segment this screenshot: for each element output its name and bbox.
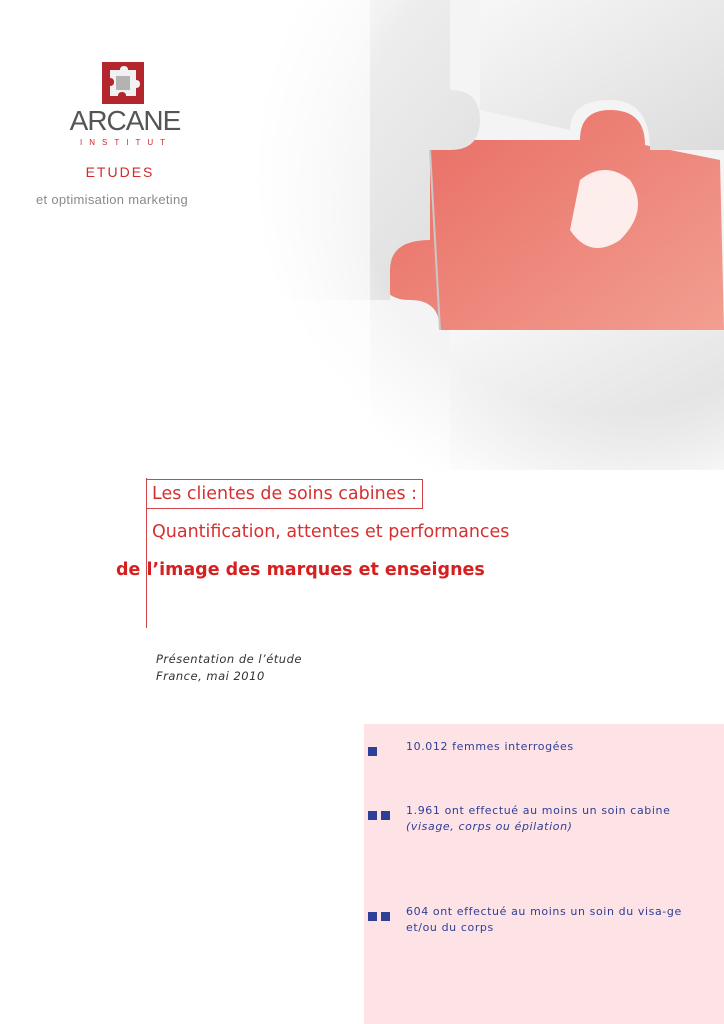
square-bullet-icon: [381, 811, 390, 820]
division-label: ETUDES: [85, 164, 155, 180]
puzzle-piece-logo-icon: [102, 62, 144, 104]
presentation-date: France, mai 2010: [156, 669, 265, 683]
fact-text: 604 ont effectué au moins un soin du visa-ge et/ou du corps: [406, 905, 682, 934]
square-bullet-icon: [368, 747, 377, 756]
bullet-icons: [368, 906, 394, 916]
title-line-1: Les clientes de soins cabines :: [146, 479, 423, 509]
square-bullet-icon: [368, 912, 377, 921]
title-line-2: Quantification, attentes et performances: [152, 522, 510, 542]
bullet-icons: [368, 741, 381, 751]
square-bullet-icon: [381, 912, 390, 921]
arcane-logo: [66, 62, 184, 157]
fact-note: (visage, corps ou épilation): [406, 820, 573, 833]
title-line-3: de l’image des marques et enseignes: [116, 560, 485, 580]
tagline: et optimisation marketing: [36, 192, 189, 207]
square-bullet-icon: [368, 811, 377, 820]
bullet-icons: [368, 805, 394, 815]
puzzle-image: [250, 0, 724, 470]
logo-wordmark: ARCANE: [69, 105, 181, 136]
fact-text: 1.961 ont effectué au moins un soin cabine: [406, 804, 671, 817]
facts-panel: [364, 724, 724, 1024]
presentation-label: Présentation de l’étude: [156, 652, 302, 666]
logo-subtitle: INSTITUT: [80, 138, 172, 147]
fact-text: 10.012 femmes interrogées: [406, 740, 574, 753]
